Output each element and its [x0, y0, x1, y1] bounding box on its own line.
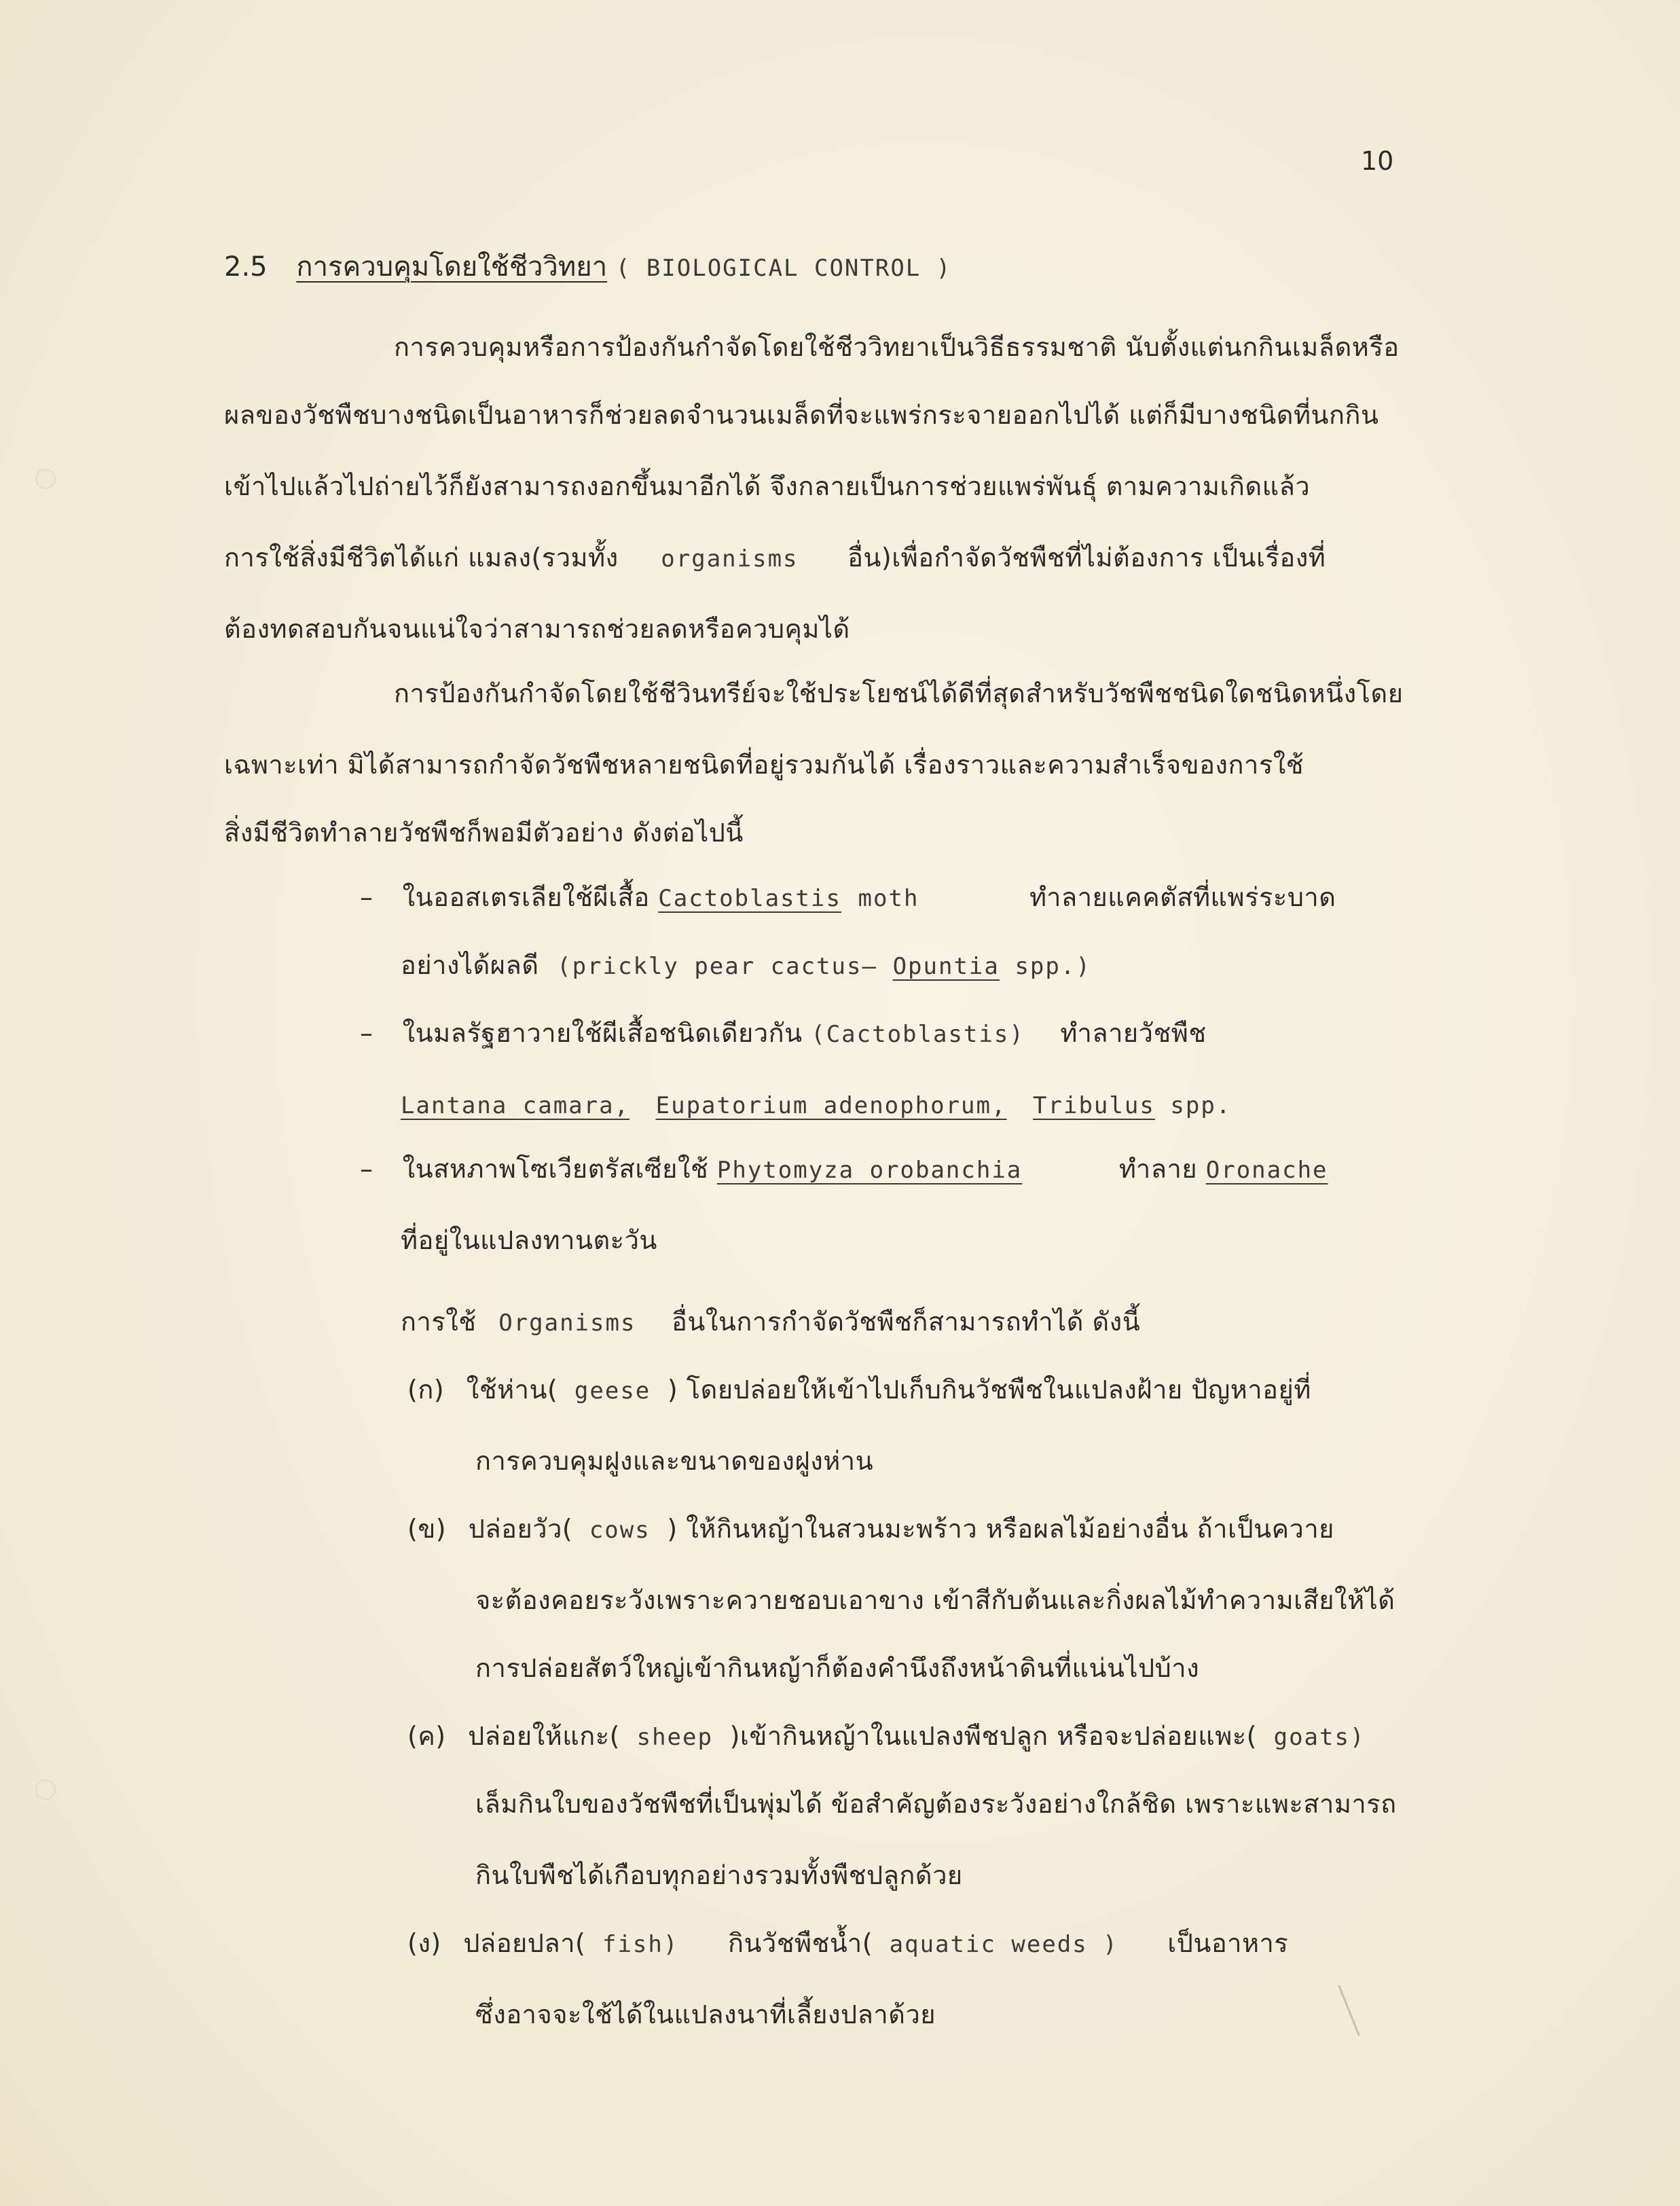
example-text: (Cactoblastis) — [811, 1021, 1025, 1048]
section-heading — [224, 245, 951, 288]
list-item-cont: ซึ่งอาจจะใช้ได้ในแปลงนาที่เลี้ยงปลาด้วย — [475, 2000, 936, 2029]
species-name: Eupatorium adenophorum, — [655, 1092, 1007, 1119]
term-english: fish) — [602, 1931, 679, 1958]
species-name: Lantana camara, — [401, 1092, 630, 1119]
example-text: moth — [858, 885, 919, 912]
term-english: goats) — [1273, 1724, 1366, 1751]
example-text: spp. — [1170, 1092, 1232, 1119]
example-text: spp.) — [1015, 953, 1091, 980]
section-title-english: ( BIOLOGICAL CONTROL ) — [615, 255, 952, 282]
list-item-label: (ก) — [407, 1375, 445, 1405]
para2-line: การป้องกันกำจัดโดยใช้ชีวินทรีย์จะใช้ประโยชน์ได้ดีที่สุดสำหรับวัชพืชชนิดใดชนิดหนึ่งโดย — [394, 679, 1404, 708]
list-item-text: ปล่อยวัว( — [468, 1514, 573, 1544]
example-item-cont — [401, 1087, 1231, 1123]
species-name: Phytomyza orobanchia — [716, 1157, 1023, 1184]
section-title-thai: การควบคุมโดยใช้ชีววิทยา — [296, 251, 608, 283]
example-text: ในออสเตรเลียใช้ผีเสื้อ — [402, 882, 650, 912]
bullet-dash: – — [360, 1018, 373, 1048]
list-item-cont: การปล่อยสัตว์ใหญ่เข้ากินหญ้าก็ต้องคำนึงถึงหน้าดินที่แน่นไปบ้าง — [475, 1653, 1200, 1683]
term-english: sheep — [636, 1724, 713, 1751]
example-text: อย่างได้ผลดี — [401, 950, 539, 980]
para1-line: ผลของวัชพืชบางชนิดเป็นอาหารก็ช่วยลดจำนวนเมล็ดที่จะแพร่กระจายออกไปได้ แต่ก็มีบางชนิดที่นกกิน — [224, 400, 1379, 430]
intro-text: การใช้ — [401, 1307, 477, 1337]
example-item-cont — [401, 947, 1091, 984]
species-name: Tribulus — [1033, 1092, 1155, 1119]
list-item-text: ปล่อยให้แกะ( — [468, 1721, 621, 1751]
term-english: cows — [589, 1517, 651, 1544]
para1-text: อื่น)เพื่อกำจัดวัชพืชที่ไม่ต้องการ เป็นเรื่องที่ — [847, 543, 1326, 573]
list-item — [407, 1718, 1365, 1755]
list-item-label: (ข) — [407, 1514, 447, 1544]
species-name: Opuntia — [892, 953, 1000, 980]
term-organisms: organisms — [661, 545, 799, 573]
list-item-label: (ค) — [407, 1721, 446, 1751]
intro-text: อื่นในการกำจัดวัชพืชก็สามารถทำได้ ดังนี้ — [672, 1307, 1141, 1337]
list-item — [407, 1925, 1288, 1962]
species-name: Oronache — [1205, 1157, 1328, 1184]
para1-line — [224, 540, 1326, 577]
example-text: ในสหภาพโซเวียตรัสเซียใช้ — [402, 1154, 709, 1184]
punch-hole-mark — [35, 469, 56, 489]
species-name: Cactoblastis — [658, 885, 841, 912]
example-item — [360, 1151, 1328, 1188]
example-text: ทำลาย — [1118, 1154, 1198, 1184]
example-text: ในมลรัฐฮาวายใช้ผีเสื้อชนิดเดียวกัน — [402, 1018, 803, 1048]
example-text: ทำลายแคคตัสที่แพร่ระบาด — [1029, 882, 1336, 912]
para2-line: เฉพาะเท่า มิได้สามารถกำจัดวัชพืชหลายชนิดที่อยู่รวมกันได้ เรื่องราวและความสำเร็จของการใช้ — [224, 750, 1304, 780]
list-item-cont: กินใบพืชได้เกือบทุกอย่างรวมทั้งพืชปลูกด้วย — [475, 1860, 963, 1890]
term-organisms: Organisms — [498, 1309, 636, 1337]
example-text: ทำลายวัชพืช — [1060, 1018, 1207, 1048]
organisms-intro — [401, 1304, 1140, 1341]
list-item-text: ) ให้กินหญ้าในสวนมะพร้าว หรือผลไม้อย่างอื่น ถ้าเป็นควาย — [667, 1514, 1334, 1544]
para1-line: การควบคุมหรือการป้องกันกำจัดโดยใช้ชีววิทยาเป็นวิธีธรรมชาติ นับตั้งแต่นกกินเมล็ดหรือ — [394, 332, 1400, 362]
para2-line: สิ่งมีชีวิตทำลายวัชพืชก็พอมีตัวอย่าง ดังต่อไปนี้ — [224, 818, 744, 848]
para1-line: ต้องทดสอบกันจนแน่ใจว่าสามารถช่วยลดหรือควบคุมได้ — [224, 614, 850, 644]
list-item-cont: จะต้องคอยระวังเพราะควายชอบเอาขาง เข้าสีกับต้นและกิ่งผลไม้ทำความเสียให้ได้ — [475, 1585, 1395, 1615]
bullet-dash: – — [360, 882, 373, 912]
list-item — [407, 1372, 1311, 1409]
example-text: (prickly pear cactus– — [557, 953, 877, 980]
list-item-cont: เล็มกินใบของวัชพืชที่เป็นพุ่มได้ ข้อสำคัญต้องระวังอย่างใกล้ชิด เพราะแพะสามารถ — [475, 1789, 1397, 1819]
pen-stroke-mark — [1338, 1985, 1360, 2036]
list-item-cont: การควบคุมฝูงและขนาดของฝูงห่าน — [475, 1446, 874, 1476]
example-item — [360, 880, 1336, 916]
list-item-text: ปล่อยปลา( — [463, 1928, 586, 1958]
example-item — [360, 1015, 1207, 1052]
list-item-text: ใช้ห่าน( — [466, 1375, 558, 1405]
term-english: geese — [574, 1377, 651, 1405]
section-number: 2.5 — [224, 251, 268, 283]
punch-hole-mark — [35, 1779, 56, 1800]
term-english: aquatic weeds ) — [889, 1931, 1118, 1958]
example-item-cont: ที่อยู่ในแปลงทานตะวัน — [401, 1225, 657, 1255]
list-item-text: )เข้ากินหญ้าในแปลงพืชปลูก หรือจะปล่อยแพะ( — [729, 1721, 1257, 1751]
list-item-label: (ง) — [407, 1928, 441, 1958]
para1-text: การใช้สิ่งมีชีวิตได้แก่ แมลง(รวมทั้ง — [224, 543, 619, 573]
list-item-text: เป็นอาหาร — [1167, 1928, 1289, 1958]
para1-line: เข้าไปแล้วไปถ่ายไว้ก็ยังสามารถงอกขึ้นมาอีกได้ จึงกลายเป็นการช่วยแพร่พันธุ์ ตามความเกิดแล้ว — [224, 471, 1311, 501]
list-item — [407, 1511, 1334, 1548]
page-number: 10 — [1361, 146, 1394, 176]
list-item-text: กินวัชพืชน้ำ( — [727, 1928, 873, 1958]
list-item-text: ) โดยปล่อยให้เข้าไปเก็บกินวัชพืชในแปลงฝ้าย ปัญหาอยู่ที่ — [667, 1375, 1311, 1405]
bullet-dash: – — [360, 1154, 373, 1184]
